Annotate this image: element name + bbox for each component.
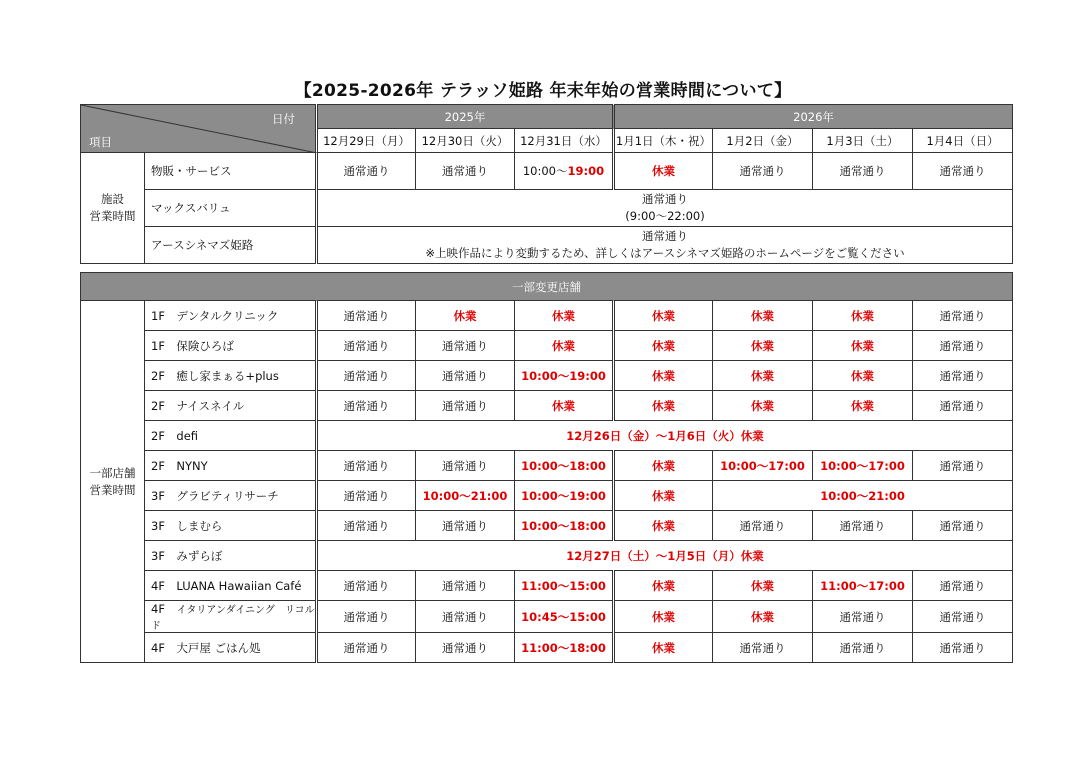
hours-cell: 通常通り [416, 153, 515, 190]
hours-cell: 休業 [713, 331, 813, 361]
category-line: 一部店舗 [89, 465, 136, 480]
hours-cell: 10:00～19:00 [515, 481, 614, 511]
hours-cell: 休業 [614, 571, 713, 601]
hours-cell: 通常通り [317, 331, 416, 361]
store-row [81, 601, 1013, 633]
hours-cell: 11:00～17:00 [813, 571, 913, 601]
hours-line: 通常通り [642, 192, 689, 206]
store-name: 3F グラビティリサーチ [145, 481, 317, 511]
store-row [81, 633, 1013, 663]
hours-cell: 通常通り [416, 571, 515, 601]
hours-cell: 休業 [416, 301, 515, 331]
hours-cell: 休業 [614, 153, 713, 190]
hours-note: ※上映作品により変動するため、詳しくはアースシネマズ姫路のホームページをご覧ください [425, 246, 905, 260]
store-name: 3F しまむら [145, 511, 317, 541]
store-name: 1F 保険ひろば [145, 331, 317, 361]
hours-cell: 通常通り [317, 361, 416, 391]
hours-span-cell: 10:00～21:00 [713, 481, 1013, 511]
store-row [81, 331, 1013, 361]
hours-cell: 通常通り [416, 601, 515, 633]
store-name: 4F 大戸屋 ごはん処 [145, 633, 317, 663]
date-label: 日付 [272, 112, 295, 126]
hours-cell: 通常通り [713, 633, 813, 663]
date-header: 12月29日（月） [317, 129, 416, 153]
hours-cell: 休業 [713, 361, 813, 391]
item-label: 項目 [89, 135, 112, 149]
date-header: 12月31日（水） [515, 129, 614, 153]
hours-cell: 通常通り [913, 571, 1013, 601]
page-title: 【2025-2026年 テラッソ姫路 年末年始の営業時間について】 [294, 81, 792, 101]
hours-cell: 休業 [813, 331, 913, 361]
hours-cell: 10:45～15:00 [515, 601, 614, 633]
store-row [81, 571, 1013, 601]
hours-close: 19:00 [567, 164, 605, 178]
hours-cell: 10:00～21:00 [416, 481, 515, 511]
hours-cell: 休業 [614, 511, 713, 541]
hours-cell: 通常通り [317, 451, 416, 481]
hours-cell: 10:00～17:00 [813, 451, 913, 481]
category-line: 営業時間 [89, 482, 136, 497]
hours-cell: 通常通り [813, 511, 913, 541]
hours-cell [515, 153, 614, 190]
store-row [81, 511, 1013, 541]
hours-cell: 休業 [813, 391, 913, 421]
hours-cell: 休業 [515, 331, 614, 361]
hours-cell: 通常通り [913, 601, 1013, 633]
hours-cell: 通常通り [813, 153, 913, 190]
store-name: マックスバリュ [145, 190, 317, 227]
hours-cell: 通常通り [913, 331, 1013, 361]
store-name: 1F デンタルクリニック [145, 301, 317, 331]
store-name: 2F ナイスネイル [145, 391, 317, 421]
hours-cell: 休業 [813, 301, 913, 331]
date-header: 12月30日（火） [416, 129, 515, 153]
hours-cell: 通常通り [317, 153, 416, 190]
hours-cell: 通常通り [317, 601, 416, 633]
hours-cell: 通常通り [913, 361, 1013, 391]
hours-cell: 通常通り [416, 361, 515, 391]
category-line: 施設 [101, 192, 124, 206]
hours-cell: 通常通り [416, 633, 515, 663]
hours-cell: 通常通り [416, 391, 515, 421]
store-shop: イタリアンダイニング リコルド [151, 605, 315, 632]
hours-span-cell [317, 190, 1013, 227]
hours-cell: 通常通り [416, 451, 515, 481]
store-row [81, 301, 1013, 331]
hours-cell: 通常通り [913, 301, 1013, 331]
hours-cell: 通常通り [913, 511, 1013, 541]
hours-cell: 休業 [515, 301, 614, 331]
hours-cell: 通常通り [317, 481, 416, 511]
hours-cell: 10:00～18:00 [515, 451, 614, 481]
store-name: 物販・サービス [145, 153, 317, 190]
year-header-2026: 2026年 [614, 105, 1013, 129]
hours-cell: 休業 [813, 361, 913, 391]
store-name: 2F 癒し家まぁる+plus [145, 361, 317, 391]
hours-cell: 通常通り [317, 571, 416, 601]
hours-cell: 休業 [713, 571, 813, 601]
corner-header-cell [81, 105, 317, 153]
facility-hours-table [80, 104, 1013, 264]
hours-cell: 休業 [713, 391, 813, 421]
hours-cell: 休業 [614, 481, 713, 511]
store-name: 2F NYNY [145, 451, 317, 481]
partial-stores-table [80, 272, 1013, 663]
hours-cell: 通常通り [713, 511, 813, 541]
hours-cell: 10:00～17:00 [713, 451, 813, 481]
year-header-2025: 2025年 [317, 105, 614, 129]
hours-cell: 通常通り [813, 601, 913, 633]
category-line: 営業時間 [89, 209, 136, 223]
store-row [81, 451, 1013, 481]
hours-cell: 通常通り [317, 633, 416, 663]
partial-category-cell [81, 301, 145, 663]
closure-span-cell: 12月27日（土）～1月5日（月）休業 [317, 541, 1013, 571]
store-row [81, 541, 1013, 571]
hours-cell: 休業 [614, 361, 713, 391]
date-header: 1月4日（日） [913, 129, 1013, 153]
hours-cell: 通常通り [416, 511, 515, 541]
store-name: 2F defi [145, 421, 317, 451]
store-row [81, 421, 1013, 451]
hours-cell: 10:00～19:00 [515, 361, 614, 391]
facility-category-cell [81, 153, 145, 264]
hours-open: 10:00～ [522, 164, 568, 178]
hours-cell: 休業 [515, 391, 614, 421]
date-header: 1月1日（木・祝） [614, 129, 713, 153]
hours-cell: 休業 [614, 391, 713, 421]
hours-span-cell [317, 227, 1013, 264]
hours-cell: 休業 [614, 301, 713, 331]
hours-cell: 11:00～15:00 [515, 571, 614, 601]
date-header: 1月2日（金） [713, 129, 813, 153]
hours-cell: 休業 [614, 601, 713, 633]
hours-cell: 通常通り [713, 153, 813, 190]
hours-cell: 休業 [713, 301, 813, 331]
store-row [81, 361, 1013, 391]
store-name [145, 601, 317, 633]
hours-cell: 通常通り [913, 451, 1013, 481]
hours-cell: 通常通り [913, 391, 1013, 421]
hours-cell: 通常通り [813, 633, 913, 663]
hours-cell: 休業 [614, 331, 713, 361]
hours-cell: 通常通り [416, 331, 515, 361]
store-name: 4F LUANA Hawaiian Café [145, 571, 317, 601]
hours-cell: 休業 [713, 601, 813, 633]
hours-cell: 10:00～18:00 [515, 511, 614, 541]
hours-cell: 通常通り [913, 153, 1013, 190]
hours-cell: 通常通り [913, 633, 1013, 663]
hours-line: 通常通り [642, 229, 689, 243]
store-name: アースシネマズ姫路 [145, 227, 317, 264]
store-row [81, 391, 1013, 421]
hours-cell: 休業 [614, 633, 713, 663]
hours-cell: 11:00～18:00 [515, 633, 614, 663]
date-header: 1月3日（土） [813, 129, 913, 153]
hours-line: (9:00～22:00) [625, 209, 705, 223]
store-floor: 4F [151, 602, 165, 616]
hours-cell: 通常通り [317, 301, 416, 331]
hours-cell: 休業 [614, 451, 713, 481]
hours-cell: 通常通り [317, 511, 416, 541]
hours-cell: 通常通り [317, 391, 416, 421]
closure-span-cell: 12月26日（金）～1月6日（火）休業 [317, 421, 1013, 451]
partial-header: 一部変更店舗 [81, 273, 1013, 301]
store-row [81, 481, 1013, 511]
store-name: 3F みずらぼ [145, 541, 317, 571]
